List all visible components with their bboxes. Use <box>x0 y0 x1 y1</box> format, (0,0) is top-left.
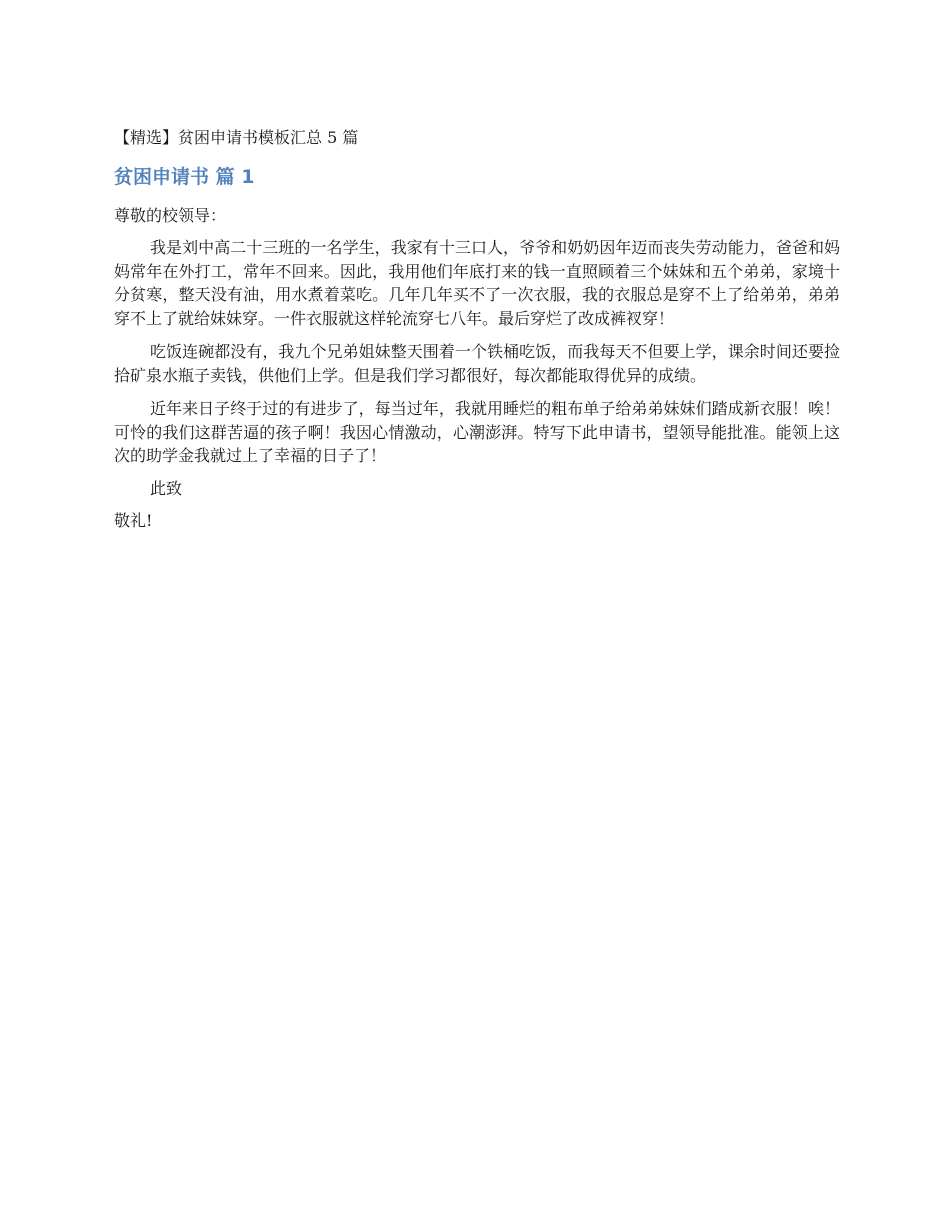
paragraph-3: 近年来日子终于过的有进步了，每当过年，我就用睡烂的粗布单子给弟弟妹妹们踏成新衣服！唉！可怜的我们这群苦逼的孩子啊！我因心情激动，心潮澎湃。特写下此申请书，望领导能批准。能领上这次的助学金我就过上了幸福的日子了！ <box>114 399 840 465</box>
section-heading: 贫困申请书 篇 1 <box>114 166 255 188</box>
salutation: 尊敬的校领导： <box>114 206 227 225</box>
paragraph-2: 吃饭连碗都没有，我九个兄弟姐妹整天围着一个铁桶吃饭，而我每天不但要上学，课余时间还要捡拾矿泉水瓶子卖钱，供他们上学。但是我们学习都很好，每次都能取得优异的成绩。 <box>114 342 840 385</box>
document-title: 【精选】贫困申请书模板汇总 5 篇 <box>114 128 359 147</box>
paragraph-1: 我是刘中高二十三班的一名学生，我家有十三口人，爷爷和奶奶因年迈而丧失劳动能力，爸爸和妈妈常年在外打工，常年不回来。因此，我用他们年底打来的钱一直照顾着三个妹妹和五个弟弟，家境十分贫寒，整天没有油，用水煮着菜吃。几年几年买不了一次衣服，我的衣服总是穿不上了给弟弟，弟弟穿不上了就给妹妹穿。一件衣服就这样轮流穿七八年。最后穿烂了改成裤衩穿！ <box>114 238 840 328</box>
regards-line: 敬礼! <box>114 510 153 530</box>
closing-line: 此致 <box>150 478 183 498</box>
letter-body <box>114 236 840 532</box>
